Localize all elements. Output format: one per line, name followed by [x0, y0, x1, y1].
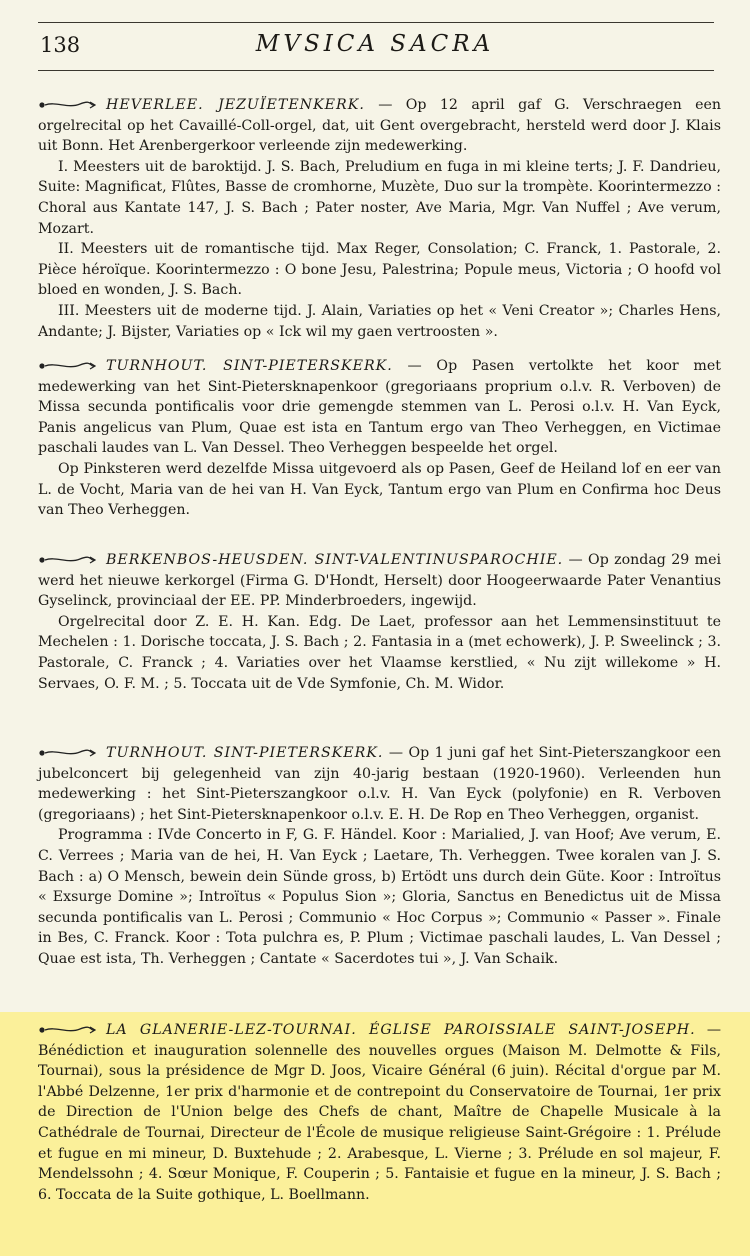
article-text: — Op Pasen vertolkte het koor met medewerking van het Sint-Pietersknapenkoor (gregoriaans proprium o.l.v. R. Verboven) de Missa secunda pontificalis voor drie gemengde stemmen van L. Perosi o.l.v. H. Van Eyck, Panis angelicus van Plum, Quae est ista en Tantum ergo van Theo Verheggen, en Victimae paschali laudes van L. Van Dessel. Theo Verheggen bespeelde het orgel.: [38, 358, 721, 457]
article-paragraph: II. Meesters uit de romantische tijd. Max Reger, Consolation; C. Franck, 1. Pastorale, 2. Pièce héroïque. Koorintermezzo : O bone Jesu, Palestrina; Popule meus, Victoria ; O hoofd vol bloed en wonden, J. S. Bach.: [38, 241, 721, 299]
article-berkenbos-heusden: [38, 550, 721, 694]
article-la-glanerie: [38, 1020, 721, 1205]
article-paragraph: Op Pinksteren werd dezelfde Missa uitgevoerd als op Pasen, Geef de Heiland lof en eer van L. de Vocht, Maria van de hei van H. Van Eyck, Tantum ergo van Plum en Confirma hoc Deus van Theo Verheggen.: [38, 460, 721, 519]
article-text: — Op zondag 29 mei werd het nieuwe kerkorgel (Firma G. D'Hondt, Herselt) door Hoogeerwaarde Pater Venantius Gyselinck, provinciaal der EE. PP. Minderbroeders, ingewijd.: [38, 552, 721, 610]
article-lead-paragraph: [38, 1020, 721, 1205]
flourish-ornament-icon: [38, 100, 96, 110]
article-turnhout-jubelconcert: [38, 743, 721, 970]
article-turnhout-pasen: [38, 356, 721, 521]
article-heading: BERKENBOS-HEUSDEN. SINT-VALENTINUSPAROCHIE.: [106, 552, 564, 568]
article-paragraph: I. Meesters uit de baroktijd. J. S. Bach, Preludium en fuga in mi kleine terts; J. F. Dandrieu, Suite: Magnificat, Flûtes, Basse de cromhorne, Muzète, Duo sur la trompète. Koorintermezzo : Choral aus Kantate 147, J. S. Bach ; Pater noster, Ave Maria, Mgr. Van Nuffel ; Ave verum, Mozart.: [38, 158, 721, 237]
article-text: — Op 1 juni gaf het Sint-Pieterszangkoor een jubelconcert bij gelegenheid van zijn 40-jarig bestaan (1920-1960). Verleenden hun medewerking : het Sint-Pieterszangkoor o.l.v. H. Van Eyck (polyfonie) en R. Verboven (gregoriaans) ; het Sint-Pietersknapenkoor o.l.v. E. H. De Rop en Theo Verheggen, organist.: [38, 745, 721, 823]
article-lead-paragraph: [38, 356, 721, 459]
article-lead-paragraph: [38, 743, 721, 825]
article-paragraph: III. Meesters uit de moderne tijd. J. Alain, Variaties op het « Veni Creator »; Charles Hens, Andante; J. Bijster, Variaties op « Ick wil my gaen vertroosten ».: [38, 302, 721, 340]
article-text: — Bénédiction et inauguration solennelle des nouvelles orgues (Maison M. Delmotte & Fils, Tournai), sous la présidence de Mgr D. Joos, Vicaire Général (6 juin). Récital d'orgue par M. l'Abbé Delzenne, 1er prix d'harmonie et de contrepoint du Conservatoire de Tournai, 1er prix de Direction de l'Union belge des Chefs de chant, Maître de Chapelle Musicale à la Cathédrale de Tournai, Directeur de l'École de musique religieuse Saint-Grégoire : 1. Prélude et fugue en mi mineur, D. Buxtehude ; 2. Arabesque, L. Vierne ; 3. Prélude en sol majeur, F. Mendelssohn ; 4. Sœur Monique, F. Couperin ; 5. Fantaisie et fugue en la mineur, J. S. Bach ; 6. Toccata de la Suite gothique, L. Boellmann.: [38, 1022, 721, 1203]
running-title: MVSICA SACRA: [255, 31, 495, 57]
article-lead-paragraph: [38, 550, 721, 612]
flourish-ornament-icon: [38, 1025, 96, 1035]
article-paragraph: Orgelrecital door Z. E. H. Kan. Edg. De Laet, professor aan het Lemmensinstituut te Mechelen : 1. Dorische toccata, J. S. Bach ; 2. Fantasia in a (met echowerk), J. P. Sweelinck ; 3. Pastorale, C. Franck ; 4. Variaties over het Vlaamse kerstlied, « Nu zijt willekome » H. Servaes, O. F. M. ; 5. Toccata uit de Vde Symfonie, Ch. M. Widor.: [38, 613, 721, 692]
header-rule: [38, 70, 714, 71]
page-number: 138: [40, 33, 81, 57]
article-heverlee: [38, 95, 721, 342]
article-heading: HEVERLEE. JEZUÏETENKERK.: [106, 97, 365, 113]
flourish-ornament-icon: [38, 748, 96, 758]
article-heading: TURNHOUT. SINT-PIETERSKERK.: [106, 358, 393, 374]
flourish-ornament-icon: [38, 555, 96, 565]
flourish-ornament-icon: [38, 361, 96, 371]
article-paragraph: Programma : IVde Concerto in F, G. F. Händel. Koor : Marialied, J. van Hoof; Ave verum, E. C. Verrees ; Maria van de hei, H. Van Eyck ; Laetare, Th. Verheggen. Twee koralen van J. S. Bach : a) O Mensch, bewein dein Sünde gross, b) Ertödt uns durch dein Güte. Koor : Introïtus « Exsurge Domine »; Introïtus « Populus Sion »; Gloria, Sanctus en Benedictus uit de Missa secunda pontificalis van L. Perosi ; Communio « Hoc Corpus »; Communio « Passer ». Finale in Bes, C. Franck. Koor : Tota pulchra es, P. Plum ; Victimae paschali laudes, L. Van Dessel ; Quae est ista, Th. Verheggen ; Cantate « Sacerdotes tui », J. Van Schaik.: [38, 827, 721, 967]
top-rule: [38, 22, 714, 23]
article-heading: LA GLANERIE-LEZ-TOURNAI. ÉGLISE PAROISSIALE SAINT-JOSEPH.: [106, 1022, 696, 1038]
article-heading: TURNHOUT. SINT-PIETERSKERK.: [106, 745, 384, 761]
article-text: — Op 12 april gaf G. Verschraegen een orgelrecital op het Cavaillé-Coll-orgel, dat, uit Gent overgebracht, hersteld werd door J. Klais uit Bonn. Het Arenbergerkoor verleende zijn medewerking.: [38, 97, 722, 155]
article-lead-paragraph: [38, 95, 721, 157]
